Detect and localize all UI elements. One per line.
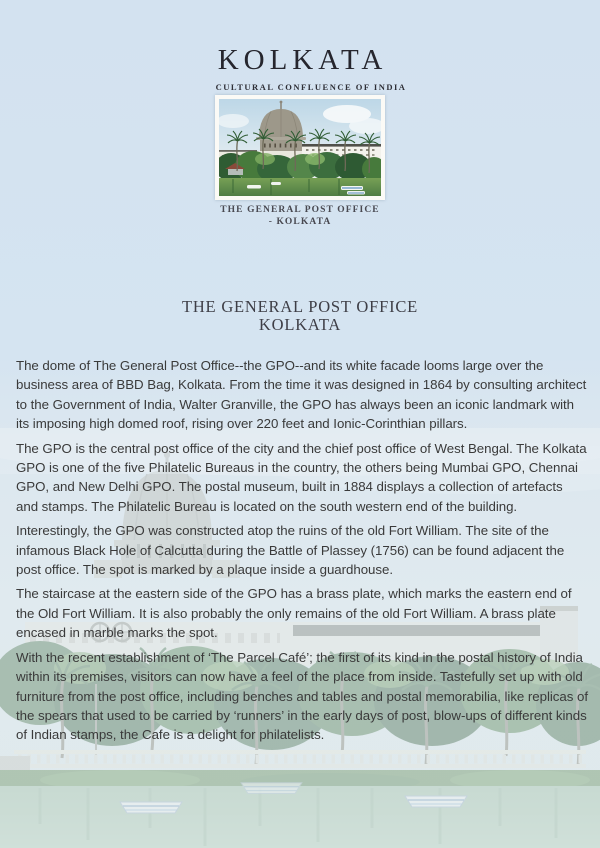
- gpo-photo-frame: [215, 95, 385, 200]
- gpo-photo-illustration: [219, 99, 381, 196]
- photo-caption: [0, 204, 600, 228]
- photo-caption-line1: THE GENERAL POST OFFICE: [220, 205, 380, 215]
- article-paragraph-2: The GPO is the central post office of the city and the chief post office of West Bengal. The Kolkata GPO is one of the five Philatelic Bureaus in the country, the others being Mumbai GPO, Chennai GPO, and New Delhi GPO. The postal museum, built in 1884 displays a collection of artefacts and stamps. The Philatelic Bureau is located on the south western end of the building.: [16, 440, 587, 514]
- article-paragraph-5: With the recent establishment of ‘The Parcel Café’; the first of its kind in the postal history of India within its premises, visitors can now have a feel of the place from inside. Tastefully set up with old furniture from the post office, including benches and tables and postal memorabilia, like replicas of the spears that used to be carried by ‘runners’ in the early days of post, blow-ups of different kinds of Indian stamps, the Cafe is a delight for philatelists.: [16, 649, 588, 743]
- article-paragraph-3: Interestingly, the GPO was constructed atop the ruins of the old Fort William. The site of the infamous Black Hole of Calcutta during the Battle of Plassey (1756) can be found adjacent the post office. The spot is marked by a plaque inside a guardhouse.: [16, 523, 565, 578]
- article-heading-line1: THE GENERAL POST OFFICE: [181, 297, 419, 316]
- brand-header: [0, 0, 600, 95]
- brand-title: KOLKATA: [217, 44, 388, 76]
- article-heading: [0, 298, 600, 334]
- article-body: [16, 356, 588, 745]
- article-paragraph-1: The dome of The General Post Office--the GPO--and its white facade looms large over the business area of BBD Bag, Kolkata. From the time it was designed in 1864 by consulting architect to the Government of India, Walter Granville, the GPO has always been an iconic landmark with its imposing high domed roof, rising over 220 feet and Ionic-Corinthian pillars.: [16, 358, 587, 432]
- article-paragraph-4: The staircase at the eastern side of the GPO has a brass plate, which marks the eastern end of the Old Fort William. It is also probably the only remains of the old Fort William. A brass plate encased in marble marks the spot.: [16, 586, 572, 641]
- brand-subtitle-row: [0, 77, 600, 95]
- brand-subtitle: CULTURAL CONFLUENCE OF INDIA: [215, 82, 407, 92]
- article-heading-line2: KOLKATA: [258, 315, 342, 334]
- photo-caption-line2: - KOLKATA: [268, 217, 332, 227]
